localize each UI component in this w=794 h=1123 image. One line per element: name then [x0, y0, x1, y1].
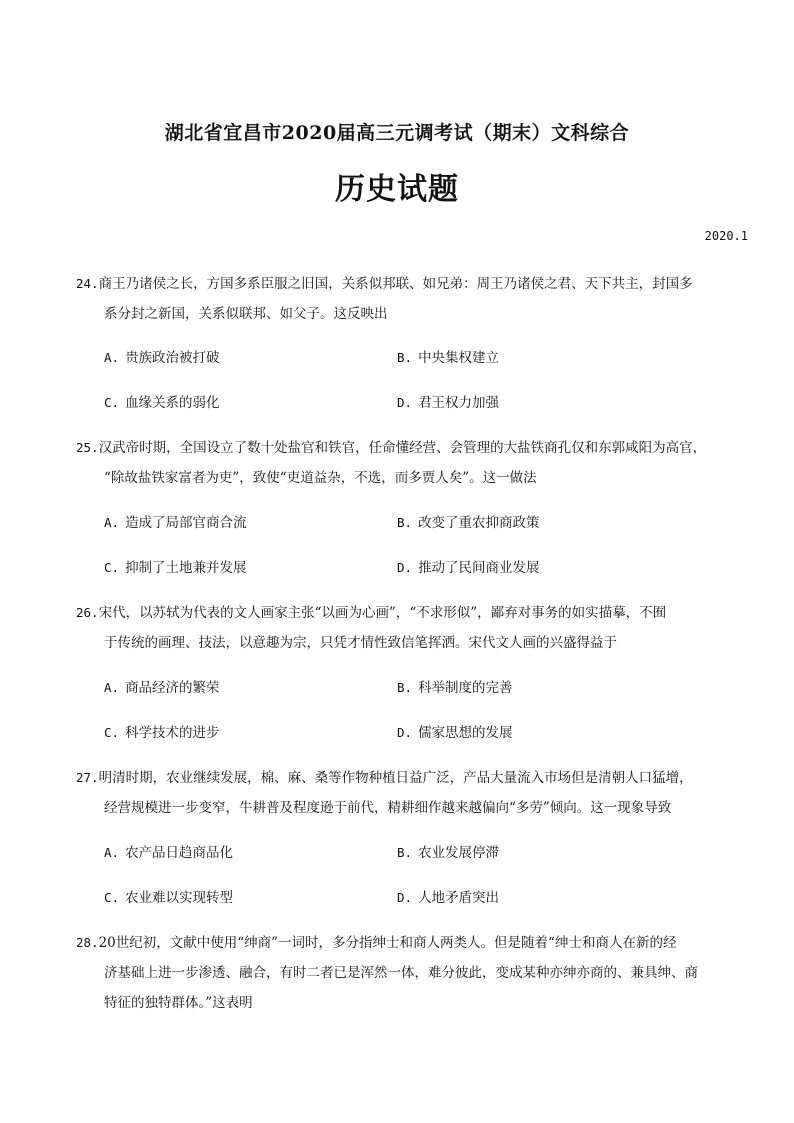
- question-first-line: [76, 436, 706, 456]
- option-a: [104, 346, 220, 366]
- option-c: [104, 556, 247, 576]
- option-text: 造成了局部官商合流: [125, 515, 247, 531]
- option-text: 农业发展停滞: [418, 845, 500, 861]
- option-text: 血缘关系的弱化: [125, 395, 220, 411]
- option-text: 君王权力加强: [418, 395, 500, 411]
- question-text: “除故盐铁家富者为吏”，致使“吏道益杂，不选，而多贾人矣”。这一做法: [104, 470, 537, 486]
- question-number: 26.: [76, 605, 99, 620]
- question-text: 汉武帝时期，全国设立了数十处盐官和铁官，任命懂经营、会管理的大盐铁商孔仅和东郭咸阳为高官，: [98, 440, 707, 456]
- option-letter: B.: [397, 845, 413, 860]
- option-text: 抑制了土地兼并发展: [125, 560, 247, 576]
- option-text: 农产品日趋商品化: [125, 845, 234, 861]
- question-first-line: [76, 272, 693, 292]
- page-subtitle: 历史试题: [335, 172, 459, 207]
- question-text: 特征的独特群体。”这表明: [104, 995, 253, 1011]
- option-text: 中央集权建立: [418, 350, 500, 366]
- exam-date: 2020.1: [704, 229, 748, 243]
- option-text: 科学技术的进步: [125, 725, 220, 741]
- option-d: [397, 721, 513, 741]
- question-text: 系分封之新国，关系似联邦、如父子。这反映出: [104, 306, 388, 322]
- option-letter: B.: [397, 515, 413, 530]
- option-letter: B.: [397, 680, 413, 695]
- page-title: 湖北省宜昌市2020届高三元调考试（期末）文科综合: [164, 122, 630, 144]
- option-a: [104, 511, 247, 531]
- option-letter: D.: [397, 725, 413, 740]
- option-d: [397, 391, 499, 411]
- option-text: 科举制度的完善: [418, 680, 513, 696]
- option-text: 农业难以实现转型: [125, 890, 234, 906]
- option-text: 商品经济的繁荣: [125, 680, 220, 696]
- question-text: 明清时期，农业继续发展，棉、麻、桑等作物种植日益广泛，产品大量流入市场但是清朝人口猛增，: [98, 770, 693, 786]
- question-text: 经营规模进一步变窄，牛耕普及程度逊于前代，精耕细作越来越偏向“多劳”倾向。这一现象导致: [104, 800, 672, 816]
- option-text: 改变了重农抑商政策: [418, 515, 540, 531]
- option-c: [104, 721, 220, 741]
- option-letter: D.: [397, 890, 413, 905]
- question-text: 宋代，以苏轼为代表的文人画家主张“以画为心画”，“不求形似”，鄙弃对事务的如实描摹，不囿: [98, 605, 667, 621]
- option-letter: C.: [104, 890, 120, 905]
- option-text: 人地矛盾突出: [418, 890, 500, 906]
- option-b: [397, 676, 513, 696]
- option-letter: A.: [104, 350, 120, 365]
- option-b: [397, 511, 540, 531]
- question-text: 济基础上进一步渗透、融合，有时二者已是浑然一体，难分彼此，变成某种亦绅亦商的、兼具绅、商: [104, 965, 698, 981]
- option-c: [104, 886, 233, 906]
- question-number: 28.: [76, 935, 99, 950]
- question-number: 25.: [76, 440, 99, 455]
- option-a: [104, 841, 233, 861]
- option-a: [104, 676, 220, 696]
- option-b: [397, 346, 499, 366]
- option-d: [397, 556, 540, 576]
- question-text: 于传统的画理、技法，以意趣为宗，只凭才情性致信笔挥洒。宋代文人画的兴盛得益于: [104, 635, 617, 651]
- option-letter: D.: [397, 560, 413, 575]
- option-letter: C.: [104, 560, 120, 575]
- option-letter: A.: [104, 515, 120, 530]
- question-text: 商王乃诸侯之长，方国多系臣服之旧国，关系似邦联、如兄弟：周王乃诸侯之君、天下共主，封国多: [98, 276, 693, 292]
- option-letter: D.: [397, 395, 413, 410]
- question-first-line: [76, 766, 693, 786]
- question-first-line: [76, 931, 676, 951]
- option-letter: C.: [104, 395, 120, 410]
- question-number: 27.: [76, 770, 99, 785]
- option-c: [104, 391, 220, 411]
- option-b: [397, 841, 499, 861]
- option-letter: B.: [397, 350, 413, 365]
- option-text: 贵族政治被打破: [125, 350, 220, 366]
- option-letter: C.: [104, 725, 120, 740]
- question-number: 24.: [76, 276, 99, 291]
- question-text: 20世纪初，文献中使用“绅商”一词时，多分指绅士和商人两类人。但是随着“绅士和商人在新的经: [98, 935, 677, 951]
- option-letter: A.: [104, 680, 120, 695]
- option-text: 儒家思想的发展: [418, 725, 513, 741]
- option-letter: A.: [104, 845, 120, 860]
- option-text: 推动了民间商业发展: [418, 560, 540, 576]
- option-d: [397, 886, 499, 906]
- question-first-line: [76, 601, 666, 621]
